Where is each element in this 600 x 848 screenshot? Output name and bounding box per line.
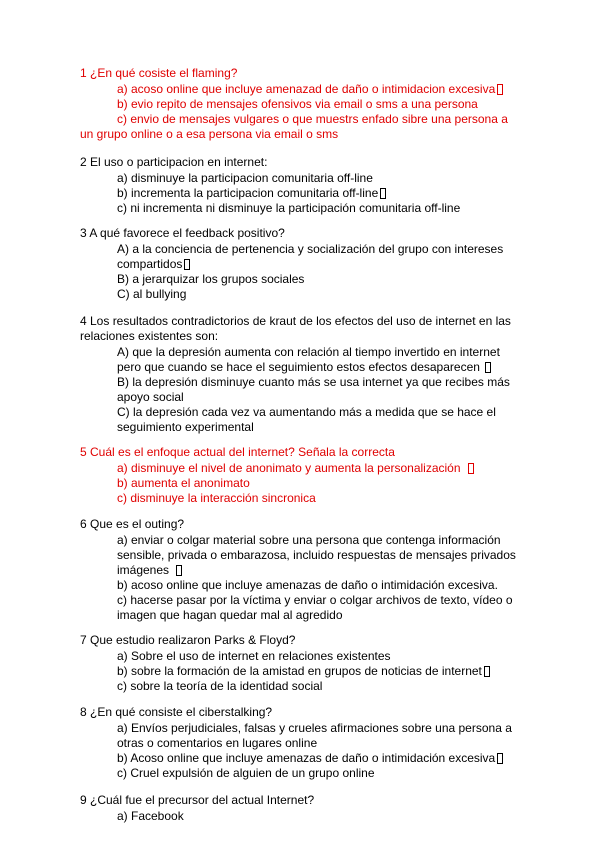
option-text: b) evio repito de mensajes ofensivos via email o sms a una persona [117,97,478,111]
answer-option-c [80,287,520,302]
checkbox-marker-icon [468,463,474,474]
option-text: a) disminuye el nivel de anonimato y aumenta la personalización [117,461,461,475]
checkbox-marker-icon [497,753,503,764]
option-text: c) hacerse pasar por la víctima y enviar o colgar archivos de texto, vídeo o [117,593,513,607]
answer-option-a [80,345,520,375]
question-4 [80,314,520,435]
question-stem: 3 A qué favorece el feedback positivo? [80,226,285,240]
option-text: c) Cruel expulsión de alguien de un grupo online [117,766,375,780]
option-text-continued: pero que cuando se hace el seguimiento estos efectos desaparecen [117,360,480,374]
option-text: b) Acoso online que incluye amenazas de daño o intimidación excesiva [117,751,496,765]
option-text: a) Envíos perjudiciales, falsas y crueles afirmaciones sobre una persona a [117,721,512,735]
answer-option-c [80,112,520,142]
answer-option-a [80,721,520,751]
answer-option-a [80,171,520,186]
option-text: C) al bullying [117,287,187,301]
option-text: b) acoso online que incluye amenazas de daño o intimidación excesiva. [117,578,498,592]
answer-option-b [80,578,520,593]
option-text-continued: seguimiento experimental [117,420,254,434]
option-text: C) la depresión cada vez va aumentando más a medida que se hace el [117,405,496,419]
answer-option-c [80,405,520,435]
option-text: b) aumenta el anonimato [117,476,250,490]
option-text-continued: sensible, privada o embarazosa, incluido respuestas de mensajes privados [117,548,516,562]
option-text: a) Sobre el uso de internet en relaciones existentes [117,649,391,663]
option-text: a) enviar o colgar material sobre una persona que contenga información [117,533,501,547]
checkbox-marker-icon [176,565,182,576]
answer-option-b [80,186,520,201]
question-1 [80,66,520,142]
answer-option-a [80,809,520,824]
answer-option-b [80,664,520,679]
question-3 [80,226,520,302]
option-text: b) incrementa la participacion comunitaria off-line [117,186,379,200]
option-text: c) disminuye la interacción sincronica [117,491,316,505]
question-2 [80,155,520,216]
answer-option-a [80,82,520,97]
question-8 [80,705,520,781]
option-text: b) sobre la formación de la amistad en grupos de noticias de internet [117,664,482,678]
answer-option-c [80,766,520,781]
option-text-continued: compartidos [117,257,183,271]
checkbox-marker-icon [484,666,490,677]
question-6 [80,517,520,623]
answer-option-b [80,476,520,491]
option-text: A) a la conciencia de pertenencia y socialización del grupo con intereses [117,242,504,256]
answer-option-c [80,491,520,506]
checkbox-marker-icon [485,362,491,373]
question-5 [80,445,520,506]
checkbox-marker-icon [380,188,386,199]
option-text: B) a jerarquizar los grupos sociales [117,272,305,286]
question-9 [80,793,520,824]
option-text: a) Facebook [117,809,184,823]
question-stem: 9 ¿Cuál fue el precursor del actual Internet? [80,793,315,807]
answer-option-b [80,272,520,287]
question-stem: 1 ¿En qué cosiste el flaming? [80,66,238,80]
answer-option-c [80,679,520,694]
answer-option-b [80,375,520,405]
question-stem: 2 El uso o participacion en internet: [80,155,268,169]
question-stem: 7 Que estudio realizaron Parks & Floyd? [80,633,296,647]
option-text-continued: apoyo social [117,390,184,404]
answer-option-a [80,461,520,476]
answer-option-a [80,649,520,664]
answer-option-a [80,533,520,578]
option-text: c) sobre la teoría de la identidad social [117,679,323,693]
option-text-continued: otras o comentarios en lugares online [117,736,318,750]
option-text: a) disminuye la participacion comunitaria off-line [117,171,373,185]
option-text: A) que la depresión aumenta con relación al tiempo invertido en internet [117,345,500,359]
question-7 [80,633,520,694]
answer-option-b [80,751,520,766]
option-text-continued: imagen que hagan quedar mal al agredido [117,608,343,622]
option-text-continued: imágenes [117,563,170,577]
question-stem: 4 Los resultados contradictorios de kraut de los efectos del uso de internet en las [80,314,511,328]
question-stem: 8 ¿En qué consiste el ciberstalking? [80,705,273,719]
option-text-continued: un grupo online o a esa persona via email o sms [80,127,339,141]
option-text: c) envio de mensajes vulgares o que muestrs enfado sibre una persona a [117,112,508,126]
answer-option-b [80,97,520,112]
option-text: a) acoso online que incluye amenazad de daño o intimidacion excesiva [117,82,496,96]
answer-option-a [80,242,520,272]
answer-option-c [80,201,520,216]
option-text: c) ni incrementa ni disminuye la participación comunitaria off-line [117,201,461,215]
checkbox-marker-icon [184,259,190,270]
question-stem: 5 Cuál es el enfoque actual del internet? Señala la correcta [80,445,395,459]
option-text: B) la depresión disminuye cuanto más se usa internet ya que recibes más [117,375,510,389]
checkbox-marker-icon [497,84,503,95]
answer-option-c [80,593,520,623]
question-stem: 6 Que es el outing? [80,517,185,531]
question-stem-continued: relaciones existentes son: [80,329,219,343]
